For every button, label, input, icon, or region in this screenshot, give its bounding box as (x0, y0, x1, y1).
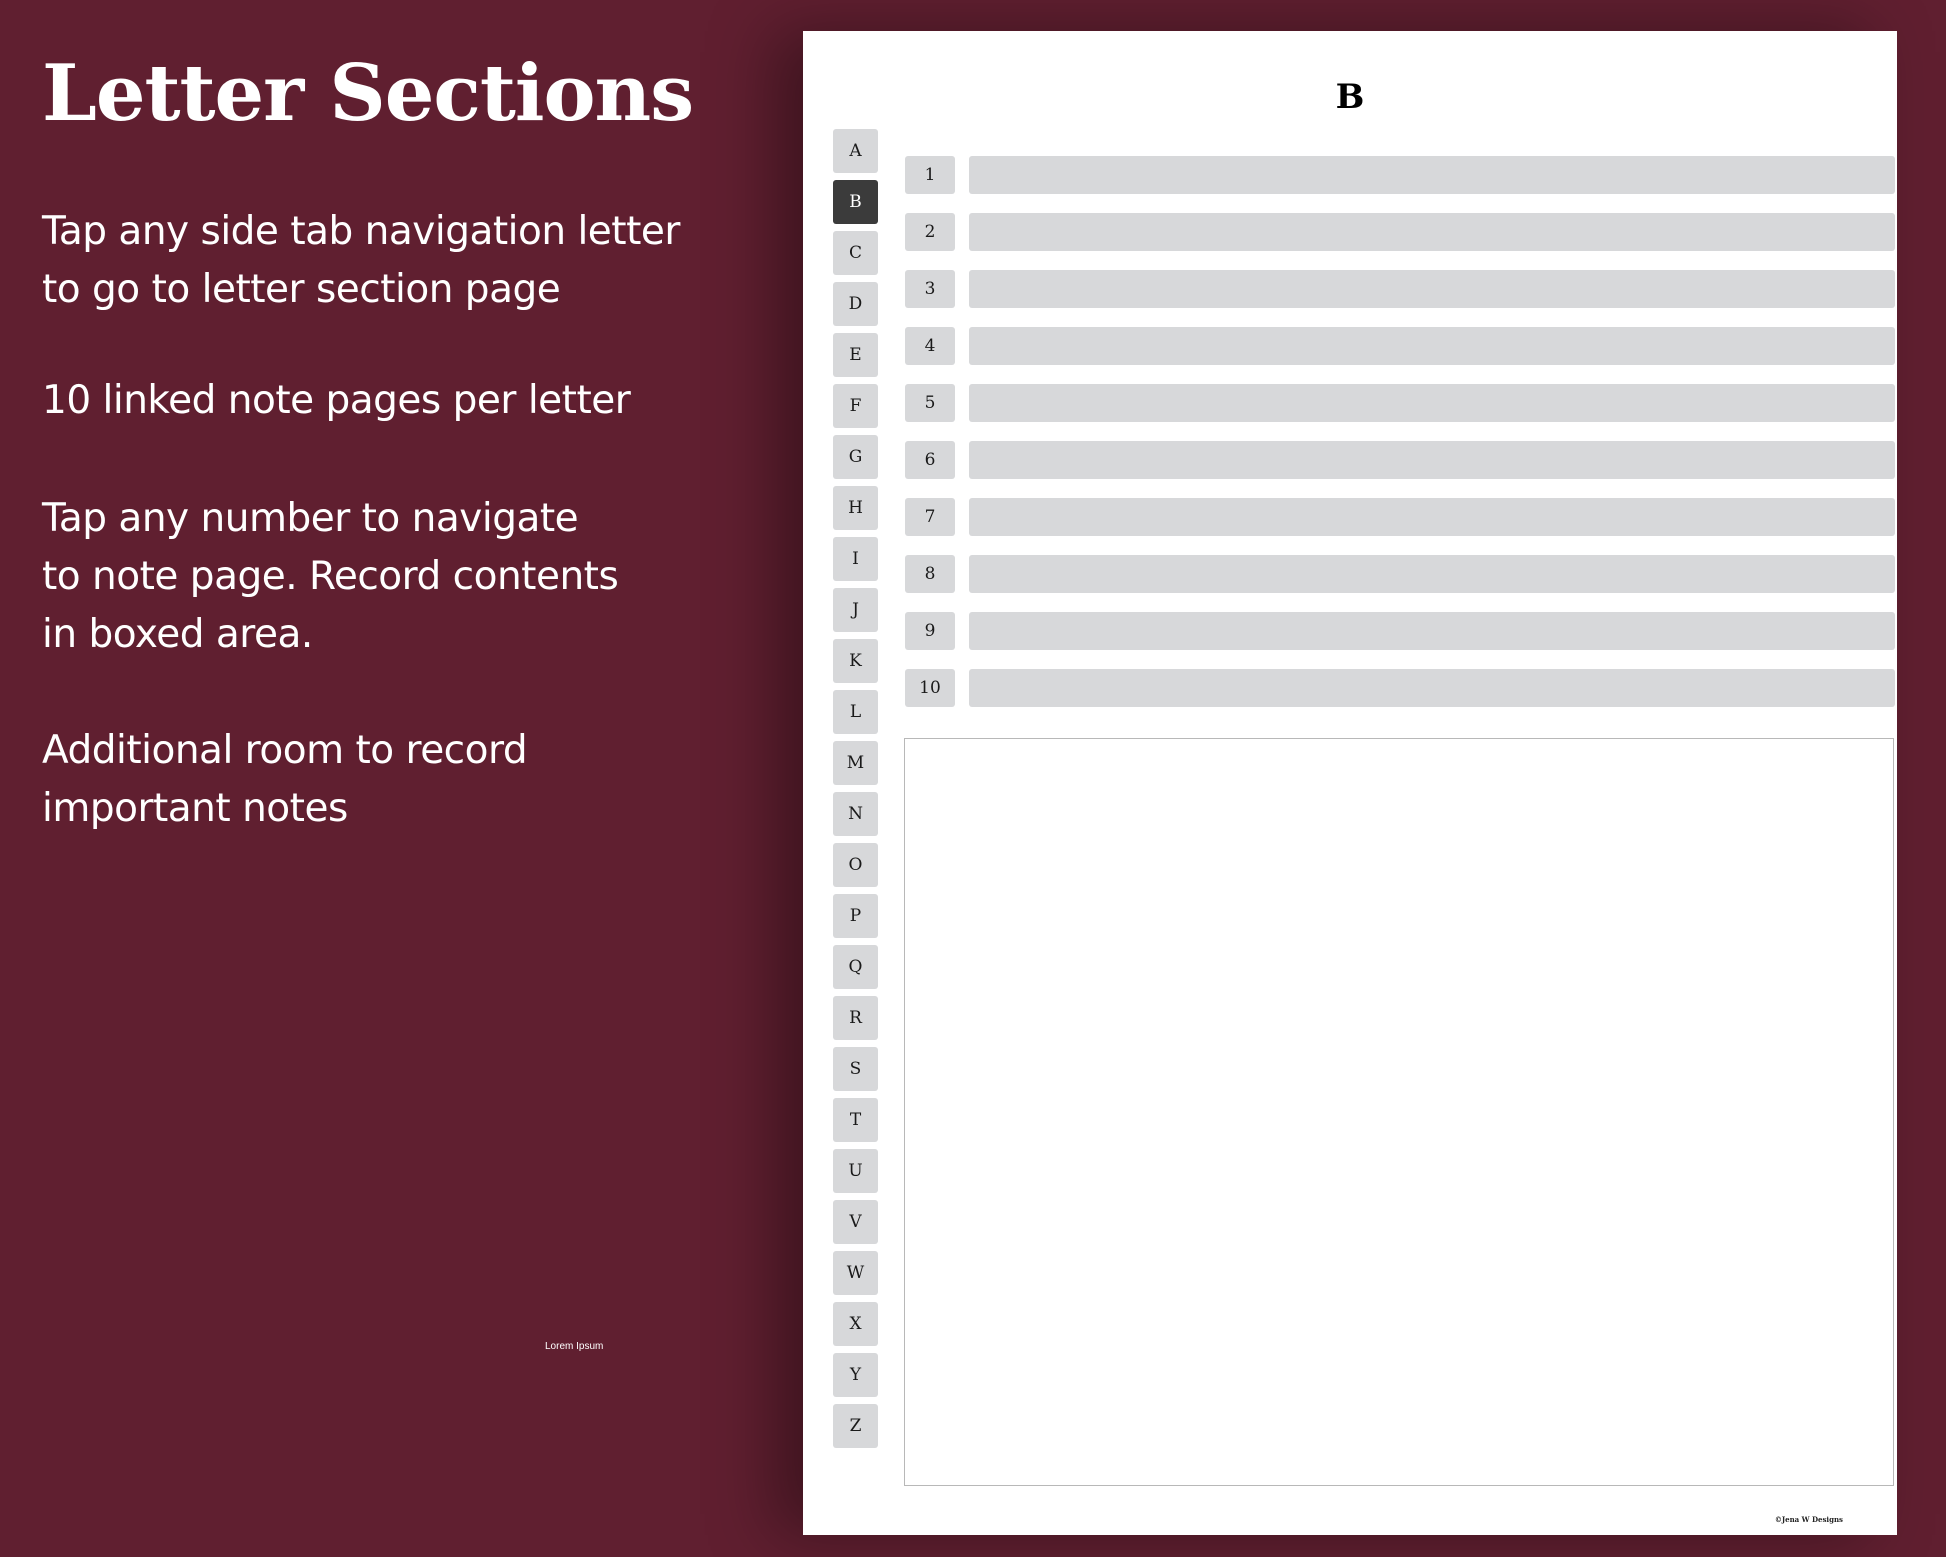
note-row (905, 612, 1897, 650)
promo-headline: Letter Sections (42, 48, 694, 139)
note-number-button[interactable]: 4 (905, 327, 955, 365)
note-number-button[interactable]: 9 (905, 612, 955, 650)
tab-letter-x[interactable]: X (833, 1302, 878, 1346)
note-row (905, 327, 1897, 365)
tab-letter-k[interactable]: K (833, 639, 878, 683)
tab-letter-a[interactable]: A (833, 129, 878, 173)
note-row (905, 555, 1897, 593)
note-number-button[interactable]: 10 (905, 669, 955, 707)
note-title-field[interactable] (969, 156, 1895, 194)
note-title-field[interactable] (969, 441, 1895, 479)
tab-letter-s[interactable]: S (833, 1047, 878, 1091)
promo-description-navigation: Tap any side tab navigation letter to go to letter section page (42, 209, 680, 312)
note-title-field[interactable] (969, 327, 1895, 365)
tab-letter-r[interactable]: R (833, 996, 878, 1040)
tab-letter-l[interactable]: L (833, 690, 878, 734)
promo-panel (0, 0, 790, 1557)
tab-letter-u[interactable]: U (833, 1149, 878, 1193)
copyright: ©Jena W Designs (1774, 1515, 1843, 1524)
note-number-button[interactable]: 8 (905, 555, 955, 593)
note-number-button[interactable]: 7 (905, 498, 955, 536)
tab-letter-j[interactable]: J (833, 588, 878, 632)
note-row (905, 270, 1897, 308)
note-number-button[interactable]: 6 (905, 441, 955, 479)
tab-letter-f[interactable]: F (833, 384, 878, 428)
promo-description-linked-pages: 10 linked note pages per letter (42, 378, 631, 423)
notes-area[interactable] (904, 738, 1894, 1486)
tab-letter-c[interactable]: C (833, 231, 878, 275)
note-title-field[interactable] (969, 213, 1895, 251)
promo-description-numbers: Tap any number to navigate to note page. Record contents in boxed area. (42, 496, 619, 657)
note-row (905, 213, 1897, 251)
page-title: B (1335, 77, 1365, 117)
note-title-field[interactable] (969, 612, 1895, 650)
note-title-field[interactable] (969, 384, 1895, 422)
note-title-field[interactable] (969, 669, 1895, 707)
note-row (905, 156, 1897, 194)
tab-letter-o[interactable]: O (833, 843, 878, 887)
tab-letter-e[interactable]: E (833, 333, 878, 377)
placeholder-text: Lorem Ipsum (545, 1341, 604, 1352)
tab-letter-q[interactable]: Q (833, 945, 878, 989)
tab-letter-n[interactable]: N (833, 792, 878, 836)
promo-description-notes: Additional room to record important notes (42, 728, 528, 831)
tab-letter-z[interactable]: Z (833, 1404, 878, 1448)
note-row (905, 498, 1897, 536)
tab-letter-b[interactable]: B (833, 180, 878, 224)
tab-letter-m[interactable]: M (833, 741, 878, 785)
tab-letter-d[interactable]: D (833, 282, 878, 326)
note-number-button[interactable]: 1 (905, 156, 955, 194)
note-title-field[interactable] (969, 498, 1895, 536)
tab-letter-h[interactable]: H (833, 486, 878, 530)
note-title-field[interactable] (969, 555, 1895, 593)
planner-page (803, 31, 1897, 1535)
tab-letter-v[interactable]: V (833, 1200, 878, 1244)
tab-letter-y[interactable]: Y (833, 1353, 878, 1397)
note-row (905, 384, 1897, 422)
tab-letter-i[interactable]: I (833, 537, 878, 581)
tab-letter-w[interactable]: W (833, 1251, 878, 1295)
note-title-field[interactable] (969, 270, 1895, 308)
note-number-button[interactable]: 3 (905, 270, 955, 308)
note-row (905, 441, 1897, 479)
tab-letter-p[interactable]: P (833, 894, 878, 938)
note-row (905, 669, 1897, 707)
note-number-button[interactable]: 2 (905, 213, 955, 251)
note-number-button[interactable]: 5 (905, 384, 955, 422)
tab-letter-t[interactable]: T (833, 1098, 878, 1142)
tab-letter-g[interactable]: G (833, 435, 878, 479)
